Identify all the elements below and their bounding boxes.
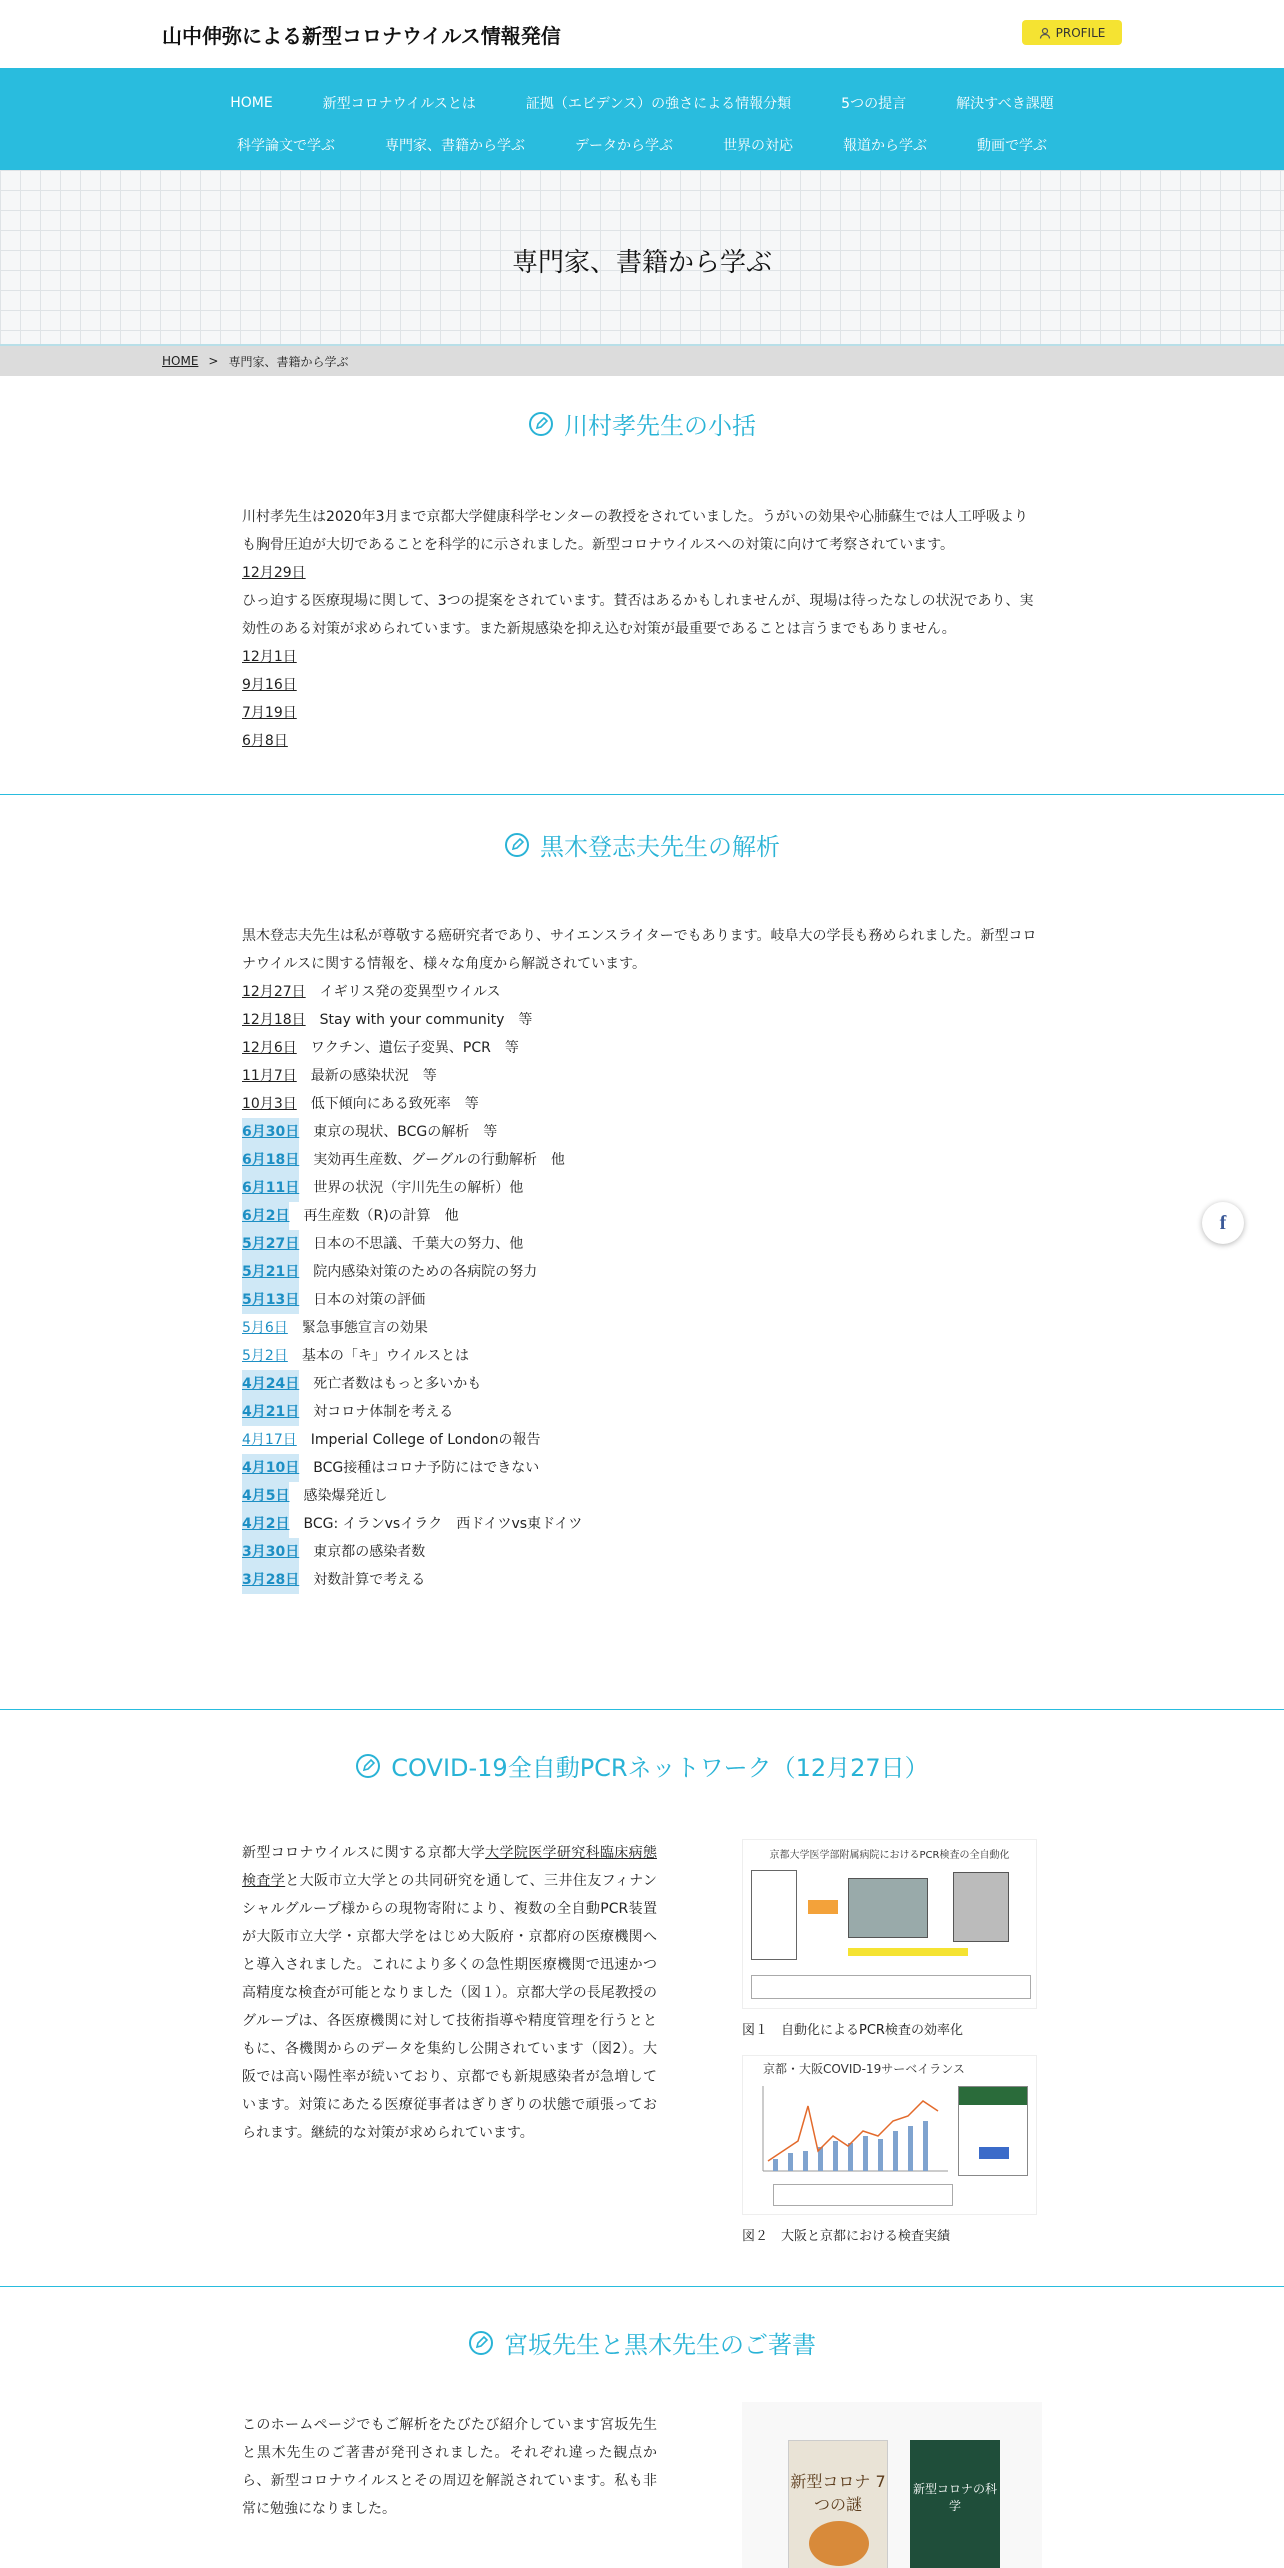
highlight-bar	[848, 1948, 968, 1956]
nav-item-videos[interactable]: 動画で学ぶ	[977, 138, 1047, 154]
profile-button[interactable]	[1022, 20, 1122, 45]
list-item	[242, 643, 1037, 671]
list-item	[242, 727, 1037, 755]
list-item-text: Imperial College of Londonの報告	[310, 1432, 541, 1448]
legend-header	[959, 2087, 1027, 2105]
list-item-text: 日本の不思議、千葉大の努力、他	[313, 1236, 524, 1252]
list-item-text: 世界の状況（宇川先生の解析）他	[313, 1180, 524, 1196]
page-title: 専門家、書籍から学ぶ	[511, 248, 772, 278]
date-link[interactable]: 11月7日	[242, 1068, 297, 1084]
nav-item-issues[interactable]: 解決すべき課題	[956, 96, 1054, 112]
section-title-pcr	[0, 1748, 1284, 1783]
list-item	[242, 1482, 1037, 1510]
list-item-text: BCG接種はコロナ予防にはできない	[313, 1460, 540, 1476]
facebook-share-button[interactable]	[1202, 1202, 1244, 1244]
list-item-text: 緊急事態宣言の効果	[301, 1320, 428, 1336]
kuroki-content	[242, 922, 1037, 1594]
section-pcr	[0, 1710, 1284, 2287]
list-item	[242, 1566, 1037, 1594]
date-link[interactable]: 6月18日	[242, 1146, 299, 1174]
books-image	[742, 2402, 1042, 2568]
kawamura-intro: 川村孝先生は2020年3月まで京都大学健康科学センターの教授をされていました。うがいの効果や心肺蘇生では人工呼吸よりも胸骨圧迫が大切であることを科学的に示されました。新型コロナウイルスへの対策に向けて考察されています。	[242, 509, 1028, 553]
pcr-content	[242, 1839, 657, 2147]
date-link[interactable]: 5月6日	[242, 1320, 288, 1336]
pen-icon	[355, 1753, 381, 1779]
list-item	[242, 1034, 1037, 1062]
list-item-text: 日本の対策の評価	[313, 1292, 426, 1308]
list-item-text: 感染爆発近し	[303, 1488, 388, 1504]
nav-row-1	[0, 68, 1284, 124]
list-item	[242, 1426, 1037, 1454]
date-link[interactable]: 5月21日	[242, 1258, 299, 1286]
list-item-text: 対数計算で考える	[313, 1572, 426, 1588]
list-item	[242, 1258, 1037, 1286]
pcr-text-post: と大阪市立大学との共同研究を通して、三井住友フィナンシャルグループ様からの現物寄附により、複数の全自動PCR装置が大阪市立大学・京都大学をはじめ大阪府・京都府の医療機関へと導入されました。これにより多くの急性期医療機関で迅速かつ高精度な検査が可能となりました（図１）。京都大学の長尾教授のグループは、各医療機関に対して技術指導や精度管理を行うとともに、各機関からのデータを集約し公開されています（図2）。大阪では高い陽性率が続いており、京都でも新規感染者が急増しています。対策にあたる医療従事者はぎりぎりの状態で頑張っておられます。継続的な対策が求められています。	[242, 1873, 658, 2141]
list-item-text: 再生産数（R)の計算 他	[303, 1208, 459, 1224]
list-item-text: 対コロナ体制を考える	[313, 1404, 454, 1420]
books-content	[242, 2411, 657, 2523]
pcr-text	[242, 1839, 657, 2147]
kuroki-intro: 黒木登志夫先生は私が尊敬する癌研究者であり、サイエンスライターでもあります。岐阜大の学長も務められました。新型コロナウイルスに関する情報を、様々な角度から解説されています。	[242, 928, 1037, 972]
date-link[interactable]: 12月29日	[242, 565, 306, 581]
date-link[interactable]: 4月2日	[242, 1510, 289, 1538]
date-link[interactable]: 7月19日	[242, 705, 297, 721]
list-item-text: 東京都の感染者数	[313, 1544, 426, 1560]
list-item	[242, 1538, 1037, 1566]
arrow-icon	[979, 2147, 1009, 2159]
nav-item-news[interactable]: 報道から学ぶ	[843, 138, 927, 154]
list-item	[242, 1510, 1037, 1538]
date-link[interactable]: 6月2日	[242, 1202, 289, 1230]
date-link[interactable]: 5月27日	[242, 1230, 299, 1258]
list-item	[242, 1062, 1037, 1090]
list-item	[242, 1370, 1037, 1398]
nav-row-2	[0, 124, 1284, 166]
book-title: 新型コロナ 7つの謎	[790, 2472, 886, 2514]
pen-icon	[528, 411, 554, 437]
list-item-text: 東京の現状、BCGの解析 等	[313, 1124, 498, 1140]
pcr-machine-image	[848, 1878, 928, 1938]
list-item-text: 基本の「キ」ウイルスとは	[301, 1348, 469, 1364]
list-item	[242, 1230, 1037, 1258]
nav-item-papers[interactable]: 科学論文で学ぶ	[237, 138, 335, 154]
nav-item-evidence[interactable]: 証拠（エビデンス）の強さによる情報分類	[525, 96, 792, 112]
date-link[interactable]: 6月30日	[242, 1118, 299, 1146]
list-item	[242, 1398, 1037, 1426]
list-item	[242, 1006, 1037, 1034]
section-title-books	[0, 2325, 1284, 2360]
figure-1-heading: 京都大学医学部附属病院におけるPCR検査の全自動化	[769, 1850, 1010, 1861]
pen-icon	[468, 2330, 494, 2356]
date-link[interactable]: 9月16日	[242, 677, 297, 693]
list-item	[242, 1118, 1037, 1146]
breadcrumb	[0, 346, 1284, 376]
virus-illustration	[809, 2521, 869, 2566]
section-title-kuroki	[0, 827, 1284, 862]
section-title-text: 宮坂先生と黒木先生のご著書	[504, 2331, 816, 2359]
list-item-text: 死亡者数はもっと多いかも	[313, 1376, 482, 1392]
figure-1-caption: 図１ 自動化によるPCR検査の効率化	[742, 2023, 963, 2038]
date-link[interactable]: 3月28日	[242, 1566, 299, 1594]
kuroki-list	[242, 978, 1037, 1594]
surveillance-chart	[753, 2081, 953, 2176]
section-books	[0, 2287, 1284, 2568]
manual-flow-box	[751, 1870, 797, 1960]
list-item-text: 院内感染対策のための各病院の努力	[313, 1264, 538, 1280]
date-link[interactable]: 4月17日	[242, 1432, 297, 1448]
list-item-text: BCG: イランvsイラク 西ドイツvs東ドイツ	[303, 1516, 583, 1532]
books-text: このホームページでもご解析をたびたび紹介しています宮坂先生と黒木先生のご著書が発刊されました。それぞれ違った観点から、新型コロナウイルスとその周辺を解説されています。私も非常に勉強になりました。	[242, 2417, 657, 2517]
breadcrumb-current: 専門家、書籍から学ぶ	[228, 354, 349, 369]
lab-link[interactable]: 大学院医学研究科臨床病態検査学	[242, 1845, 658, 1889]
list-item	[242, 1090, 1037, 1118]
facebook-icon: f	[1219, 1211, 1227, 1234]
kawamura-text: ひっ迫する医療現場に関して、3つの提案をされています。賛否はあるかもしれませんが、現場は待ったなしの状況であり、実効性のある対策が求められています。また新規感染を抑え込む対策が最重要であることは言うまでもありません。	[242, 593, 1034, 637]
date-link[interactable]: 12月6日	[242, 1040, 297, 1056]
date-link[interactable]: 12月1日	[242, 649, 297, 665]
list-item	[242, 978, 1037, 1006]
arrow-icon	[808, 1900, 838, 1914]
book-cover	[910, 2440, 1000, 2568]
figure-table	[773, 2184, 953, 2206]
date-link[interactable]: 4月10日	[242, 1454, 299, 1482]
list-item	[242, 1174, 1037, 1202]
date-link[interactable]: 4月5日	[242, 1482, 289, 1510]
kawamura-content	[242, 503, 1037, 755]
nav-item-experts[interactable]: 専門家、書籍から学ぶ	[385, 138, 525, 154]
user-icon	[1039, 27, 1051, 39]
breadcrumb-home[interactable]: HOME	[162, 354, 199, 368]
figure-table	[751, 1975, 1031, 1999]
site-header	[0, 0, 1284, 68]
page-hero	[0, 170, 1284, 346]
figure-2	[742, 2055, 1042, 2244]
date-link[interactable]: 10月3日	[242, 1096, 297, 1112]
list-item-text: ワクチン、遺伝子変異、PCR 等	[310, 1040, 519, 1056]
list-item-text: 低下傾向にある致死率 等	[310, 1096, 479, 1112]
list-item-text: 最新の感染状況 等	[310, 1068, 437, 1084]
date-link[interactable]: 6月8日	[242, 733, 288, 749]
breadcrumb-separator: >	[208, 354, 219, 368]
section-title-kawamura	[0, 406, 1284, 441]
date-link[interactable]: 3月30日	[242, 1538, 299, 1566]
list-item	[242, 1454, 1037, 1482]
list-item-text: 実効再生産数、グーグルの行動解析 他	[313, 1152, 565, 1168]
nav-item-world[interactable]: 世界の対応	[723, 138, 793, 154]
list-item	[242, 1286, 1037, 1314]
book-title: 新型コロナの科学	[912, 2482, 997, 2513]
date-link[interactable]: 6月11日	[242, 1174, 299, 1202]
section-kawamura	[0, 376, 1284, 795]
list-item-text: Stay with your community 等	[319, 1012, 533, 1028]
list-item	[242, 1342, 1037, 1370]
list-item	[242, 559, 1037, 587]
nav-item-about[interactable]: 新型コロナウイルスとは	[322, 96, 476, 112]
pcr-text-pre: 新型コロナウイルスに関する京都大学	[242, 1845, 486, 1861]
legend-box	[958, 2086, 1028, 2176]
pen-icon	[504, 832, 530, 858]
nav-item-home[interactable]: HOME	[230, 95, 273, 111]
list-item	[242, 1314, 1037, 1342]
section-kuroki	[0, 795, 1284, 1710]
figure-2-heading: 京都・大阪COVID-19サーベイランス	[763, 2062, 965, 2076]
figure-2-image	[742, 2055, 1037, 2215]
list-item	[242, 699, 1037, 727]
figure-1	[742, 1839, 1042, 2038]
list-item	[242, 1202, 1037, 1230]
date-link[interactable]: 12月18日	[242, 1012, 306, 1028]
date-link[interactable]: 5月13日	[242, 1286, 299, 1314]
list-item	[242, 671, 1037, 699]
figure-2-caption: 図２ 大阪と京都における検査実績	[742, 2229, 951, 2244]
nav-item-proposals[interactable]: 5つの提言	[841, 96, 907, 112]
date-link[interactable]: 4月24日	[242, 1370, 299, 1398]
pcr-machine-image	[953, 1872, 1009, 1942]
profile-label: PROFILE	[1055, 25, 1106, 40]
section-title-text: 川村孝先生の小括	[564, 412, 756, 440]
book-cover	[788, 2440, 888, 2568]
date-link[interactable]: 12月27日	[242, 984, 306, 1000]
section-title-text: COVID-19全自動PCRネットワーク（12月27日）	[391, 1754, 929, 1782]
list-item	[242, 1146, 1037, 1174]
section-title-text: 黒木登志夫先生の解析	[540, 833, 780, 861]
site-title[interactable]: 山中伸弥による新型コロナウイルス情報発信	[162, 24, 561, 48]
date-link[interactable]: 4月21日	[242, 1398, 299, 1426]
nav-item-data[interactable]: データから学ぶ	[575, 138, 673, 154]
list-item-text: イギリス発の変異型ウイルス	[319, 984, 501, 1000]
date-link[interactable]: 5月2日	[242, 1348, 288, 1364]
figure-1-image	[742, 1839, 1037, 2009]
main-nav	[0, 68, 1284, 170]
